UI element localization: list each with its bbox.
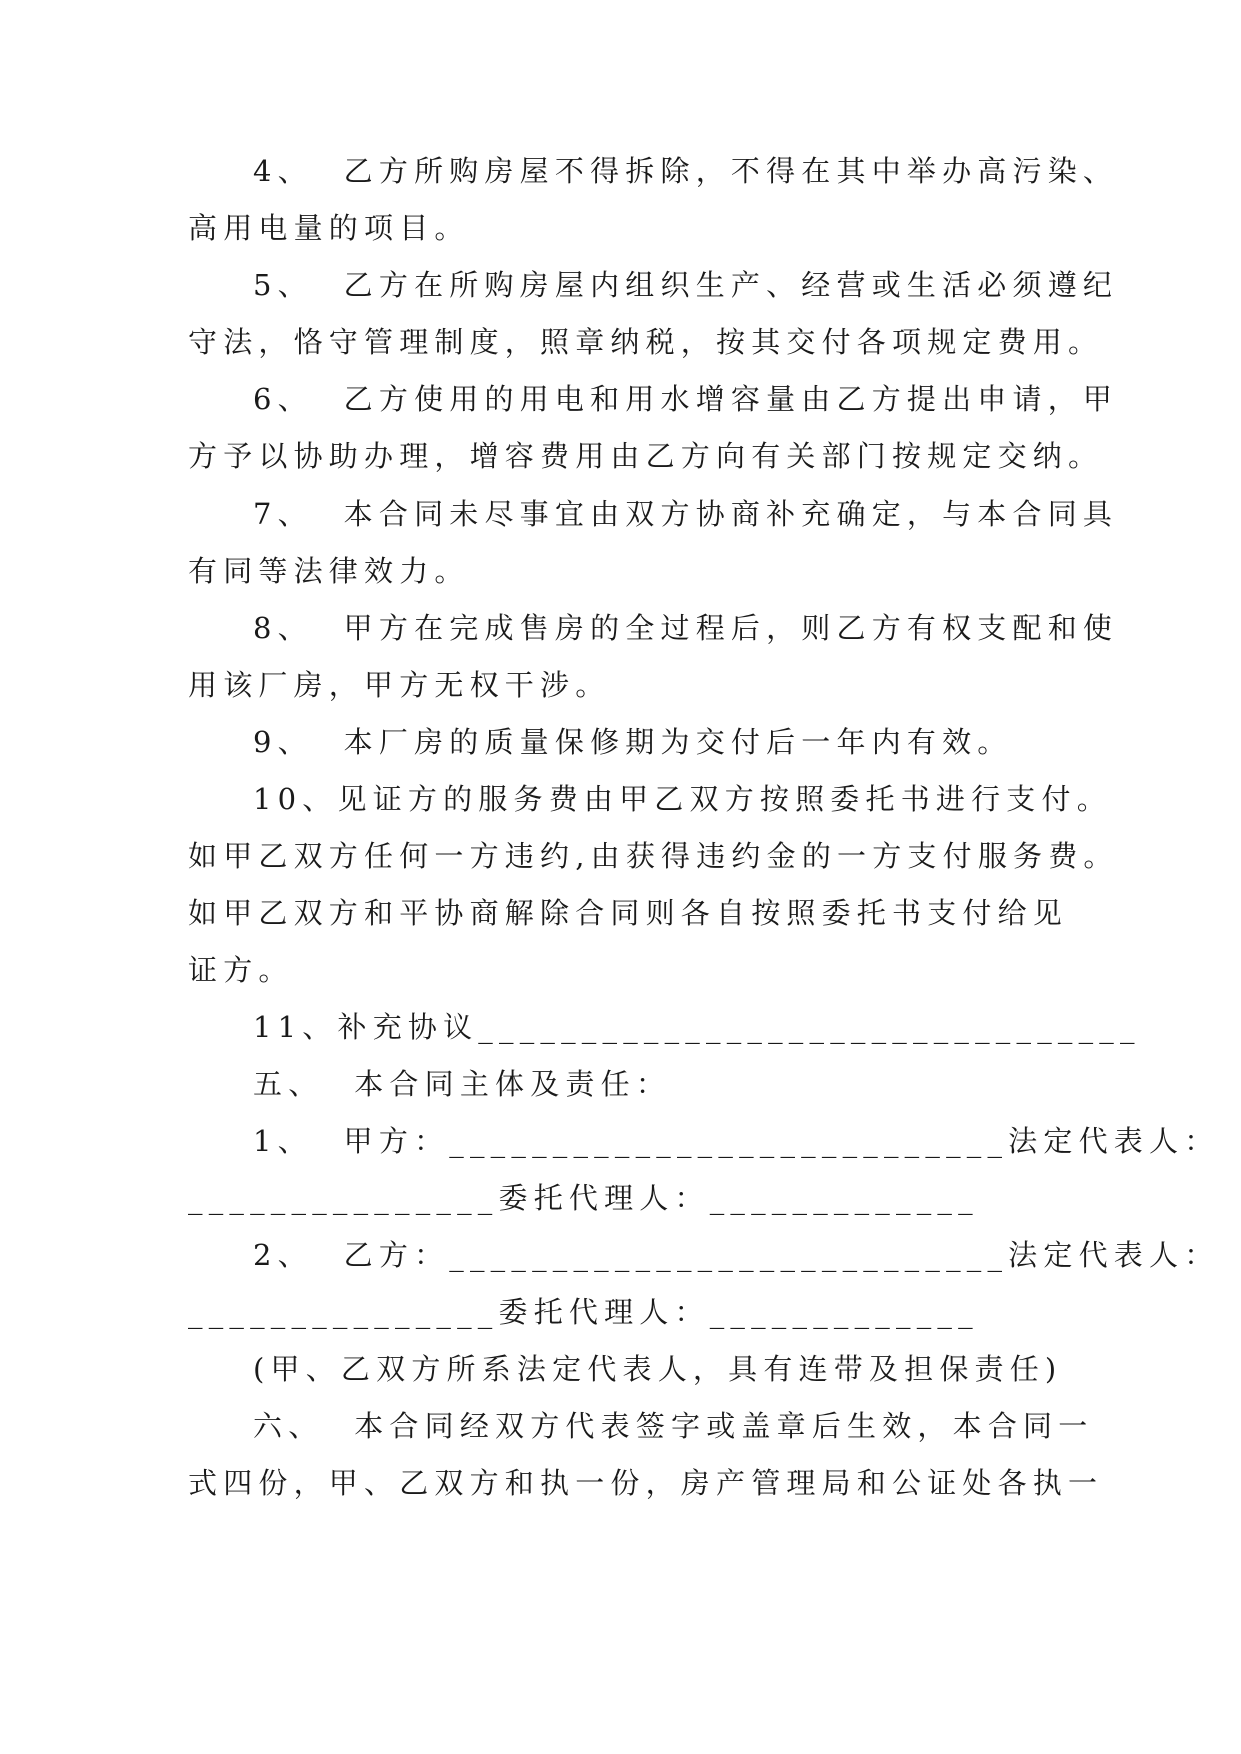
section-6-line-1: 六、 本合同经双方代表签字或盖章后生效，本合同一: [253, 1409, 1094, 1443]
clause-7-line-1: 7、 本合同未尽事宜由双方协商补充确定，与本合同具: [253, 497, 1119, 531]
party-a-line-2: _______________委托代理人：_____________: [188, 1181, 979, 1215]
clause-11-line-1: 11、补充协议________________________________: [253, 1010, 1141, 1044]
clause-9-line-1: 9、 本厂房的质量保修期为交付后一年内有效。: [253, 725, 1013, 759]
section-5-heading: 五、 本合同主体及责任：: [253, 1067, 672, 1101]
clause-10-line-2: 如甲乙双方任何一方违约,由获得违约金的一方支付服务费。: [188, 839, 1119, 873]
clause-10-line-1: 10、见证方的服务费由甲乙双方按照委托书进行支付。: [253, 782, 1112, 816]
liability-note: (甲、乙双方所系法定代表人，具有连带及担保责任): [253, 1352, 1063, 1386]
clause-5-line-2: 守法，恪守管理制度，照章纳税，按其交付各项规定费用。: [188, 325, 1104, 359]
clause-10-line-3: 如甲乙双方和平协商解除合同则各自按照委托书支付给见: [188, 896, 1069, 930]
clause-8-line-1: 8、 甲方在完成售房的全过程后，则乙方有权支配和使: [253, 611, 1119, 645]
party-a-line-1: 1、 甲方：___________________________法定代表人：: [253, 1124, 1220, 1158]
clause-10-line-4: 证方。: [188, 953, 294, 987]
clause-6-line-1: 6、 乙方使用的用电和用水增容量由乙方提出申请，甲: [253, 382, 1119, 416]
party-b-line-1: 2、 乙方：___________________________法定代表人：: [253, 1238, 1220, 1272]
clause-6-line-2: 方予以协助办理，增容费用由乙方向有关部门按规定交纳。: [188, 439, 1104, 473]
clause-4-line-1: 4、 乙方所购房屋不得拆除，不得在其中举办高污染、: [253, 154, 1119, 188]
clause-7-line-2: 有同等法律效力。: [188, 554, 470, 588]
section-6-line-2: 式四份，甲、乙双方和执一份，房产管理局和公证处各执一: [188, 1466, 1104, 1500]
clause-5-line-1: 5、 乙方在所购房屋内组织生产、经营或生活必须遵纪: [253, 268, 1119, 302]
party-b-line-2: _______________委托代理人：_____________: [188, 1295, 979, 1329]
clause-4-line-2: 高用电量的项目。: [188, 211, 470, 245]
clause-8-line-2: 用该厂房，甲方无权干涉。: [188, 668, 611, 702]
